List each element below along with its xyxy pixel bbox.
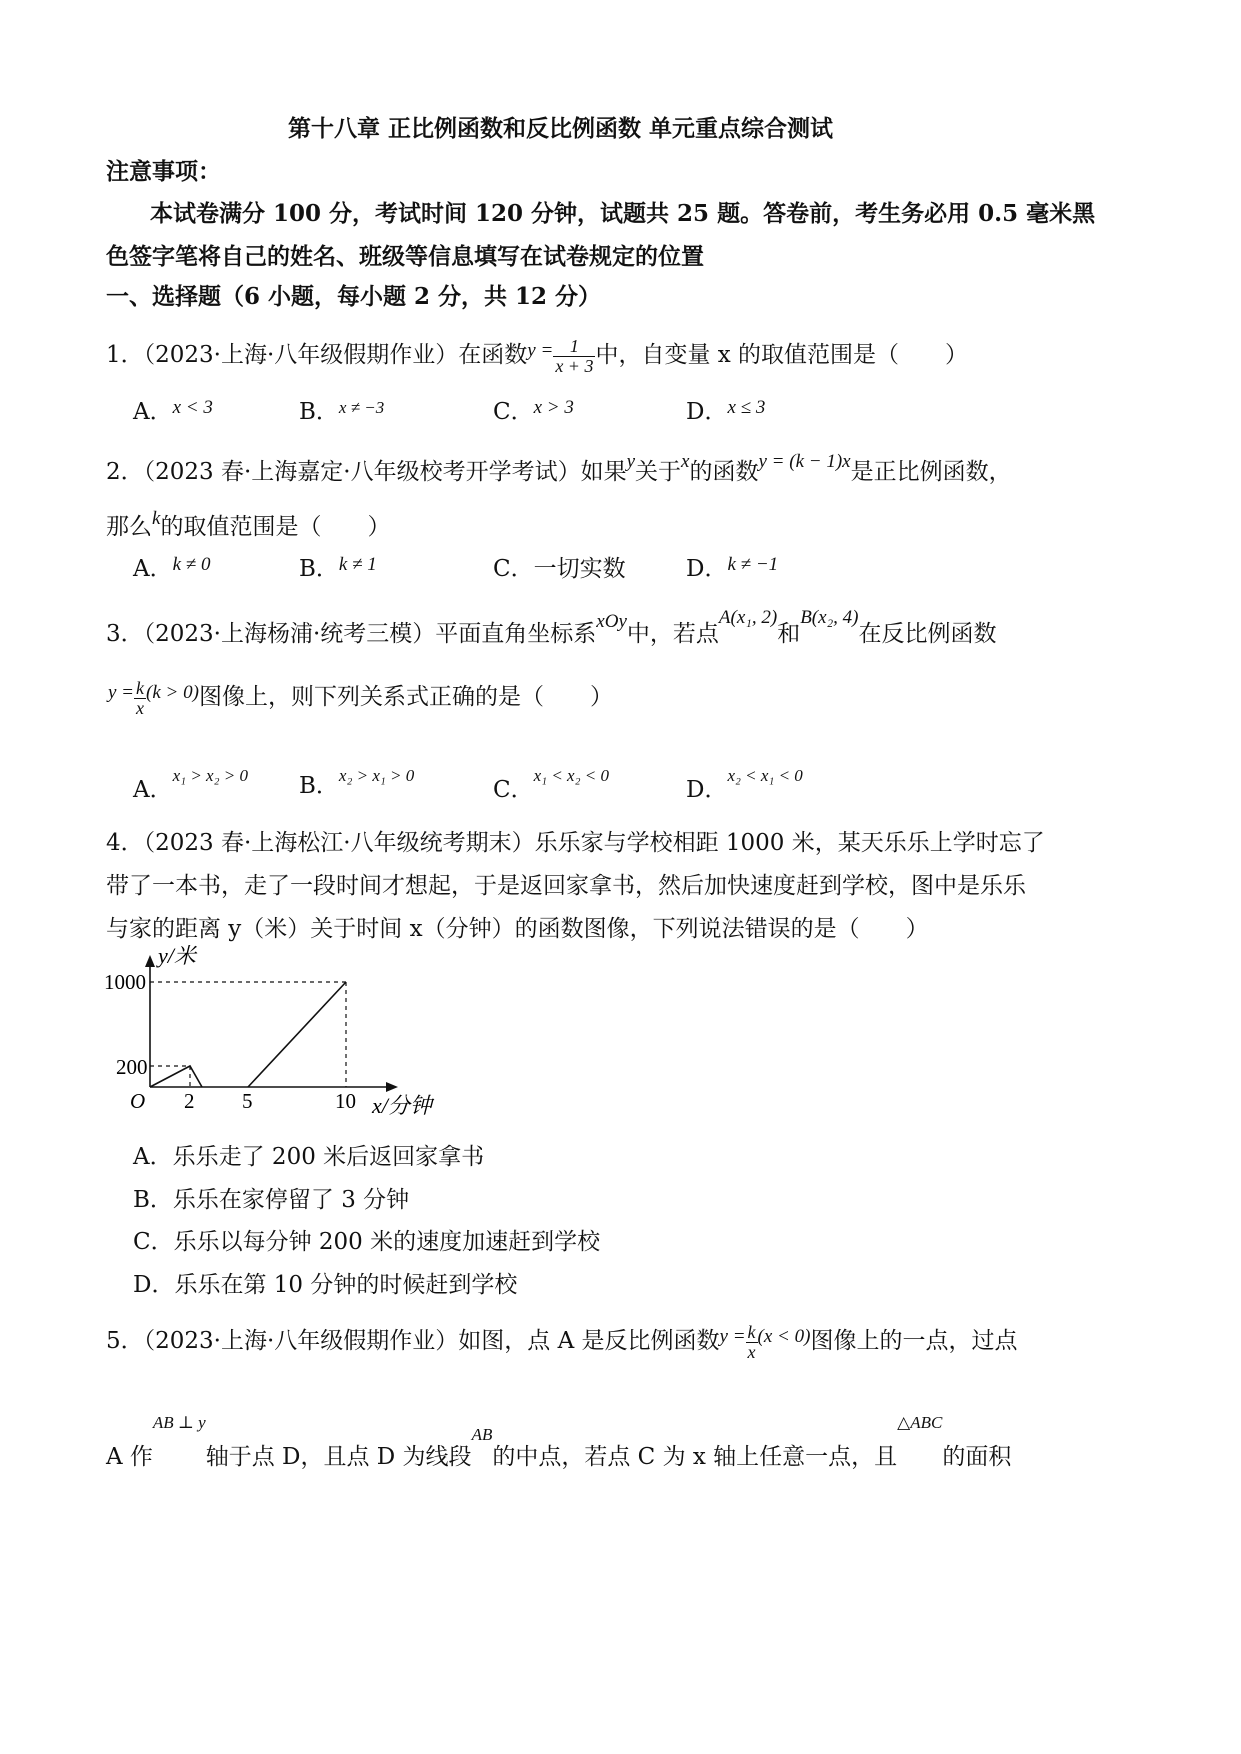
option-label: B． xyxy=(133,1187,173,1213)
x-axis-label: x/分钟 xyxy=(372,1093,432,1118)
option-label: A． xyxy=(133,777,173,803)
q5-formula-cond: (x < 0) xyxy=(757,1326,811,1347)
option-value: x₁ > x₂ > 0 xyxy=(172,766,248,785)
question-5 xyxy=(106,1322,1017,1361)
option-value: k ≠ −1 xyxy=(727,554,779,575)
option-label: D． xyxy=(686,777,728,803)
option-label: B． xyxy=(299,399,339,425)
q5-line2-d: 的面积 xyxy=(942,1444,1012,1470)
option-value: 乐乐在第 10 分钟的时候赶到学校 xyxy=(174,1272,518,1298)
q5-perp: AB ⊥ y xyxy=(152,1413,206,1432)
option-value: 乐乐以每分钟 200 米的速度加速赶到学校 xyxy=(173,1229,601,1255)
option-label: A． xyxy=(133,556,173,582)
q3-formula-lhs: y = xyxy=(108,682,135,703)
option-label: B． xyxy=(299,556,339,582)
q4-option-c xyxy=(133,1223,600,1256)
question-3-line-2 xyxy=(108,678,613,717)
x-axis-arrow xyxy=(386,1082,398,1092)
option-value: x₂ > x₁ > 0 xyxy=(338,766,415,785)
q2-line2-b: 的取值范围是（ ） xyxy=(160,514,391,540)
q1-option-a xyxy=(133,393,213,426)
option-label: B． xyxy=(299,773,339,799)
q5-line2-b: 轴于点 D，且点 D 为线段 xyxy=(205,1444,472,1470)
option-label: A． xyxy=(133,399,173,425)
q5-line2-a: A 作 xyxy=(106,1444,153,1470)
q2-var-k: k xyxy=(152,508,161,529)
q2-prefix: 2．（2023 春·上海嘉定·八年级校考开学考试）如果 xyxy=(106,459,627,485)
q2-option-d xyxy=(686,550,778,583)
question-2-line-2 xyxy=(106,508,390,541)
q1-prefix: 1．（2023·上海·八年级假期作业）在函数 xyxy=(106,342,528,368)
q2-line2-a: 那么 xyxy=(106,514,152,540)
option-value: x > 3 xyxy=(533,397,574,418)
option-value: x₁ < x₂ < 0 xyxy=(533,766,609,785)
x-tick-5: 5 xyxy=(242,1089,253,1113)
q4-option-d xyxy=(133,1266,517,1299)
q5-fraction xyxy=(746,1323,758,1362)
option-value: x ≠ −3 xyxy=(338,398,385,417)
q4-option-b xyxy=(133,1181,409,1214)
option-value: k ≠ 1 xyxy=(338,554,377,575)
q5-formula-lhs: y = xyxy=(719,1326,746,1347)
q1-option-b xyxy=(299,393,384,426)
q2-option-b xyxy=(299,550,377,583)
x-tick-2: 2 xyxy=(184,1089,195,1113)
option-value: x₂ < x₁ < 0 xyxy=(727,766,803,785)
q3-xoy: xOy xyxy=(596,611,627,632)
question-4-line-1: 4．（2023 春·上海松江·八年级统考期末）乐乐家与学校相距 1000 米，某天乐乐上学时忘了 xyxy=(106,830,1045,856)
y-axis-label: y/米 xyxy=(158,945,196,968)
q1-frac-den: x + 3 xyxy=(555,355,594,376)
q3-fraction xyxy=(134,679,146,718)
q5-line2-c: 的中点，若点 C 为 x 轴上任意一点，且 xyxy=(492,1444,898,1470)
option-value: 乐乐在家停留了 3 分钟 xyxy=(172,1187,410,1213)
q1-fraction xyxy=(553,337,595,376)
q3-line2: 图像上，则下列关系式正确的是（ ） xyxy=(198,684,613,710)
option-label: C． xyxy=(493,777,534,803)
option-label: D． xyxy=(686,556,728,582)
question-4-line-3: 与家的距离 y（米）关于时间 x（分钟）的函数图像，下列说法错误的是（ ） xyxy=(106,916,929,942)
question-1 xyxy=(106,336,968,375)
q1-formula-lhs: y = xyxy=(527,340,554,361)
q3-option-a xyxy=(133,766,248,804)
q5-suffix: 图像上的一点，过点 xyxy=(810,1328,1018,1354)
q1-option-c xyxy=(493,393,574,426)
y-axis-arrow xyxy=(145,955,155,967)
q3-prefix: 3．（2023·上海杨浦·统考三模）平面直角坐标系 xyxy=(106,621,597,647)
origin-label: O xyxy=(130,1089,146,1113)
distance-time-graph xyxy=(100,945,445,1125)
option-value: k ≠ 0 xyxy=(172,554,211,575)
option-value: 一切实数 xyxy=(533,556,626,582)
q4-option-a xyxy=(133,1138,484,1171)
q5-tri: △ABC xyxy=(897,1413,943,1432)
q5-prefix: 5．（2023·上海·八年级假期作业）如图，点 A 是反比例函数 xyxy=(106,1328,720,1354)
q3-mid2: 和 xyxy=(777,621,801,647)
option-value: x < 3 xyxy=(172,397,213,418)
q1-option-d xyxy=(686,393,765,426)
q3-option-b xyxy=(299,766,414,800)
run-to-school-segment xyxy=(248,982,346,1087)
option-label: C． xyxy=(493,399,534,425)
section-heading-choice: 一、选择题（6 小题，每小题 2 分，共 12 分） xyxy=(106,283,602,310)
q2-var-y: y xyxy=(626,451,636,472)
q2-option-c xyxy=(493,550,626,583)
notice-line-1: 本试卷满分 100 分，考试时间 120 分钟，试题共 25 题。答卷前，考生务必用 0.5 毫米黑 xyxy=(150,200,1096,227)
page-title: 第十八章 正比例函数和反比例函数 单元重点综合测试 xyxy=(288,115,834,142)
q3-frac-num: k xyxy=(136,677,145,698)
q3-option-d xyxy=(686,766,803,804)
q2-var-x: x xyxy=(681,451,690,472)
option-label: D． xyxy=(686,399,728,425)
q2-formula: y = (k − 1)x xyxy=(758,451,851,472)
y-tick-200: 200 xyxy=(116,1055,148,1079)
option-value: x ≤ 3 xyxy=(727,397,766,418)
question-2 xyxy=(106,451,1012,486)
question-3 xyxy=(106,607,997,648)
q2-mid1: 关于 xyxy=(635,459,682,485)
option-label: A． xyxy=(133,1144,173,1170)
q2-mid2: 的函数 xyxy=(689,459,759,485)
option-value: 乐乐走了 200 米后返回家拿书 xyxy=(172,1144,485,1170)
x-tick-10: 10 xyxy=(335,1089,356,1113)
q3-suffix: 在反比例函数 xyxy=(858,621,997,647)
q5-frac-den: x xyxy=(747,1341,756,1362)
q3-point-a: A(x₁, 2) xyxy=(718,607,778,628)
option-label: C． xyxy=(493,556,534,582)
q3-frac-den: x xyxy=(136,697,145,718)
q1-frac-num: 1 xyxy=(553,337,595,357)
notice-line-2: 色签字笔将自己的姓名、班级等信息填写在试卷规定的位置 xyxy=(106,243,704,270)
q3-option-c xyxy=(493,766,609,804)
q2-suffix: 是正比例函数， xyxy=(850,459,1012,485)
q5-seg: AB xyxy=(471,1425,493,1444)
q1-suffix: 中，自变量 x 的取值范围是（ ） xyxy=(595,342,969,368)
q3-mid1: 中，若点 xyxy=(626,621,719,647)
notice-heading: 注意事项： xyxy=(106,158,221,185)
option-label: C． xyxy=(133,1229,174,1255)
q2-option-a xyxy=(133,550,211,583)
option-label: D． xyxy=(133,1272,175,1298)
q3-point-b: B(x₂, 4) xyxy=(800,607,859,628)
question-4-line-2: 带了一本书，走了一段时间才想起，于是返回家拿书，然后加快速度赶到学校，图中是乐乐 xyxy=(106,873,1026,899)
y-tick-1000: 1000 xyxy=(104,970,146,994)
q3-formula-cond: (k > 0) xyxy=(146,682,199,703)
q5-frac-num: k xyxy=(747,1321,756,1342)
walk-and-return-segment xyxy=(150,1066,202,1087)
